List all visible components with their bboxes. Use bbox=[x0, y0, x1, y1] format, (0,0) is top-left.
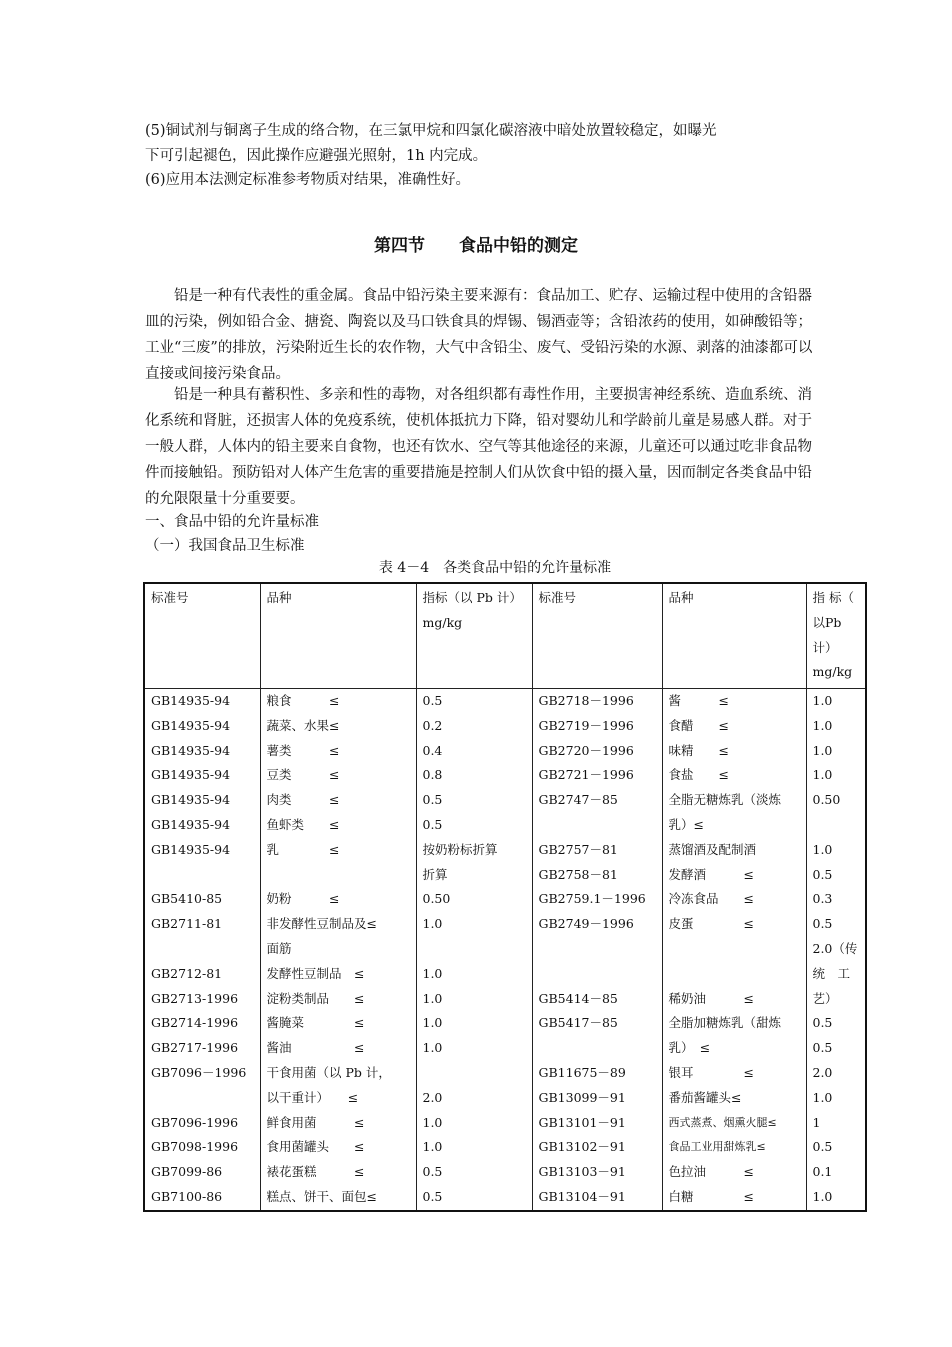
table-cell: GB13099－91 bbox=[532, 1086, 662, 1111]
intro-line: 下可引起褪色，因此操作应避强光照射，1h 内完成。 bbox=[145, 148, 488, 164]
table-cell: 1.0 bbox=[416, 1111, 532, 1136]
table-cell bbox=[532, 962, 662, 987]
table-cell: 1.0 bbox=[416, 987, 532, 1012]
table-cell: 全脂无糖炼乳（淡炼 bbox=[662, 788, 806, 813]
table-cell: GB13102－91 bbox=[532, 1135, 662, 1160]
table-row bbox=[144, 863, 866, 888]
table-cell: 鱼虾类 ≤ bbox=[260, 813, 416, 838]
table-cell: 食盐 ≤ bbox=[662, 763, 806, 788]
table-row bbox=[144, 1111, 866, 1136]
table-cell bbox=[260, 863, 416, 888]
table-cell bbox=[806, 813, 866, 838]
table-cell: GB14935-94 bbox=[144, 689, 260, 714]
table-cell: 全脂加糖炼乳（甜炼 bbox=[662, 1011, 806, 1036]
table-cell: 0.1 bbox=[806, 1160, 866, 1185]
table-cell: 西式蒸煮、烟熏火腿≤ bbox=[662, 1111, 806, 1136]
table-cell: GB2718－1996 bbox=[532, 689, 662, 714]
table-row bbox=[144, 813, 866, 838]
table-cell: 薯类 ≤ bbox=[260, 739, 416, 764]
table-cell bbox=[532, 937, 662, 962]
table-cell: GB14935-94 bbox=[144, 739, 260, 764]
subheading: （一）我国食品卫生标准 bbox=[145, 538, 305, 554]
table-cell: 0.8 bbox=[416, 763, 532, 788]
table-cell: 0.5 bbox=[416, 1185, 532, 1211]
table-cell: GB14935-94 bbox=[144, 714, 260, 739]
table-cell bbox=[416, 937, 532, 962]
table-header-cell: 标准号 bbox=[144, 583, 260, 689]
table-cell: 面筋 bbox=[260, 937, 416, 962]
table-cell: GB7098-1996 bbox=[144, 1135, 260, 1160]
table-cell: GB2711-81 bbox=[144, 912, 260, 937]
table-row bbox=[144, 987, 866, 1012]
table-row bbox=[144, 739, 866, 764]
table-cell: 蒸馏酒及配制酒 bbox=[662, 838, 806, 863]
table-row bbox=[144, 937, 866, 962]
table-cell: 1.0 bbox=[806, 689, 866, 714]
table-cell: GB14935-94 bbox=[144, 788, 260, 813]
table-cell: 1.0 bbox=[806, 1086, 866, 1111]
table-cell: GB2759.1－1996 bbox=[532, 887, 662, 912]
table-row bbox=[144, 788, 866, 813]
table-header-cell: 指 标（ 以Pb 计）mg/kg bbox=[806, 583, 866, 689]
table-cell: 乳 ≤ bbox=[260, 838, 416, 863]
table-cell: 肉类 ≤ bbox=[260, 788, 416, 813]
table-row bbox=[144, 912, 866, 937]
table-cell: 1 bbox=[806, 1111, 866, 1136]
table-row bbox=[144, 1036, 866, 1061]
intro-line: (6)应用本法测定标准参考物质对结果，准确性好。 bbox=[145, 172, 471, 188]
table-cell: 酱油 ≤ bbox=[260, 1036, 416, 1061]
table-cell: 发酵酒 ≤ bbox=[662, 863, 806, 888]
table-row bbox=[144, 714, 866, 739]
table-row bbox=[144, 962, 866, 987]
table-caption: 表 4－4 各类食品中铅的允许量标准 bbox=[378, 560, 612, 576]
table-cell: GB13101－91 bbox=[532, 1111, 662, 1136]
table-cell: 酱腌菜 ≤ bbox=[260, 1011, 416, 1036]
table-cell: 粮食 ≤ bbox=[260, 689, 416, 714]
table-cell bbox=[532, 813, 662, 838]
table-cell: 0.3 bbox=[806, 887, 866, 912]
table-header-cell: 品种 bbox=[260, 583, 416, 689]
table-cell: 0.5 bbox=[416, 1160, 532, 1185]
table-cell: 稀奶油 ≤ bbox=[662, 987, 806, 1012]
table-row bbox=[144, 1185, 866, 1211]
table-header-cell: 标准号 bbox=[532, 583, 662, 689]
table-cell: 按奶粉标折算 bbox=[416, 838, 532, 863]
table-row bbox=[144, 1086, 866, 1111]
table-header-row bbox=[144, 583, 866, 689]
table-cell: 非发酵性豆制品及≤ bbox=[260, 912, 416, 937]
body-paragraph: 铅是一种有代表性的重金属。食品中铅污染主要来源有：食品加工、贮存、运输过程中使用的含铅器皿的污染，例如铅合金、搪瓷、陶瓷以及马口铁食具的焊锡、锡酒壶等；含铅浓药的使用，如砷酸铅等；工业“三废”的排放，污染附近生长的农作物，大气中含铅尘、废气、受铅污染的水源、剥落的油漆都可以直接或间接污染食品。 bbox=[145, 288, 813, 382]
table-row bbox=[144, 1061, 866, 1086]
table-cell bbox=[662, 962, 806, 987]
table-cell: 淀粉类制品 ≤ bbox=[260, 987, 416, 1012]
table-cell: 冷冻食品 ≤ bbox=[662, 887, 806, 912]
table-row bbox=[144, 1160, 866, 1185]
table-cell: 豆类 ≤ bbox=[260, 763, 416, 788]
table-cell: 1.0 bbox=[806, 838, 866, 863]
table-cell: 1.0 bbox=[806, 739, 866, 764]
table-cell: 白糖 ≤ bbox=[662, 1185, 806, 1211]
intro-line: (5)铜试剂与铜离子生成的络合物，在三氯甲烷和四氯化碳溶液中暗处放置较稳定，如曝光 bbox=[145, 123, 717, 139]
table-cell: GB7099-86 bbox=[144, 1160, 260, 1185]
table-cell: 0.50 bbox=[416, 887, 532, 912]
table-row bbox=[144, 887, 866, 912]
table-cell: 2.0（传 bbox=[806, 937, 866, 962]
table-cell: 味精 ≤ bbox=[662, 739, 806, 764]
table-cell: GB2747－85 bbox=[532, 788, 662, 813]
table-cell: 酱 ≤ bbox=[662, 689, 806, 714]
table-row bbox=[144, 1135, 866, 1160]
table-cell: 糕点、饼干、面包≤ bbox=[260, 1185, 416, 1211]
table-cell: GB5414－85 bbox=[532, 987, 662, 1012]
table-cell: GB7100-86 bbox=[144, 1185, 260, 1211]
section-heading: 第四节 食品中铅的测定 bbox=[374, 236, 578, 256]
table-cell: GB2717-1996 bbox=[144, 1036, 260, 1061]
table-cell: 0.2 bbox=[416, 714, 532, 739]
table-cell: 0.5 bbox=[806, 1135, 866, 1160]
table-cell: GB14935-94 bbox=[144, 763, 260, 788]
table-cell: GB5417－85 bbox=[532, 1011, 662, 1036]
table-cell: 0.5 bbox=[416, 689, 532, 714]
table-cell: GB13104－91 bbox=[532, 1185, 662, 1211]
table-cell bbox=[144, 937, 260, 962]
table-cell: GB2749－1996 bbox=[532, 912, 662, 937]
subheading: 一、食品中铅的允许量标准 bbox=[145, 514, 319, 530]
table-cell: 干食用菌（以 Pb 计， bbox=[260, 1061, 416, 1086]
table-cell: 蔬菜、水果≤ bbox=[260, 714, 416, 739]
table-row bbox=[144, 1011, 866, 1036]
table-cell: GB11675－89 bbox=[532, 1061, 662, 1086]
table-row bbox=[144, 838, 866, 863]
table-cell: 裱花蛋糕 ≤ bbox=[260, 1160, 416, 1185]
table-cell: GB14935-94 bbox=[144, 838, 260, 863]
table-cell: 1.0 bbox=[806, 714, 866, 739]
body-paragraph: 铅是一种具有蓄积性、多亲和性的毒物，对各组织都有毒性作用，主要损害神经系统、造血系统、消化系统和肾脏，还损害人体的免疫系统，使机体抵抗力下降，铅对婴幼儿和学龄前儿童是易感人群。对于一般人群，人体内的铅主要来自食物，也还有饮水、空气等其他途径的来源，儿童还可以通过吃非食品物件而接触铅。预防铅对人体产生危害的重要措施是控制人们从饮食中铅的摄入量，因而制定各类食品中铅的允限限量十分重要要。 bbox=[145, 387, 812, 507]
table-cell: GB2719－1996 bbox=[532, 714, 662, 739]
table-cell: GB7096-1996 bbox=[144, 1111, 260, 1136]
table-cell: GB2712-81 bbox=[144, 962, 260, 987]
table-cell: 食用菌罐头 ≤ bbox=[260, 1135, 416, 1160]
table-cell bbox=[662, 937, 806, 962]
table-cell: 艺） bbox=[806, 987, 866, 1012]
table-cell: 0.5 bbox=[416, 813, 532, 838]
table-cell: 色拉油 ≤ bbox=[662, 1160, 806, 1185]
table-cell: GB2721－1996 bbox=[532, 763, 662, 788]
table-row bbox=[144, 689, 866, 714]
table-cell: GB2757－81 bbox=[532, 838, 662, 863]
table-cell bbox=[416, 1061, 532, 1086]
table-cell: GB2713-1996 bbox=[144, 987, 260, 1012]
table-cell: GB2720－1996 bbox=[532, 739, 662, 764]
table-cell: 0.5 bbox=[806, 863, 866, 888]
table-cell: 食醋 ≤ bbox=[662, 714, 806, 739]
table-cell bbox=[144, 863, 260, 888]
table-cell: 1.0 bbox=[416, 1036, 532, 1061]
table-cell: GB2714-1996 bbox=[144, 1011, 260, 1036]
table-header-cell: 品种 bbox=[662, 583, 806, 689]
table-row bbox=[144, 763, 866, 788]
table-cell: 0.4 bbox=[416, 739, 532, 764]
table-cell: 2.0 bbox=[416, 1086, 532, 1111]
table-cell: 1.0 bbox=[806, 763, 866, 788]
table-cell: 0.5 bbox=[416, 788, 532, 813]
table-cell: 1.0 bbox=[416, 962, 532, 987]
table-cell: 0.50 bbox=[806, 788, 866, 813]
table-cell: 2.0 bbox=[806, 1061, 866, 1086]
table-cell bbox=[144, 1086, 260, 1111]
table-cell: 1.0 bbox=[416, 1011, 532, 1036]
table-cell: 奶粉 ≤ bbox=[260, 887, 416, 912]
lead-standard-table bbox=[143, 582, 867, 1212]
table-cell: GB5410-85 bbox=[144, 887, 260, 912]
table-cell: 1.0 bbox=[416, 1135, 532, 1160]
table-cell: 乳） ≤ bbox=[662, 1036, 806, 1061]
table-cell: GB14935-94 bbox=[144, 813, 260, 838]
table-cell: 统 工 bbox=[806, 962, 866, 987]
table-cell: 食品工业用甜炼乳≤ bbox=[662, 1135, 806, 1160]
table-cell: 折算 bbox=[416, 863, 532, 888]
table-cell: 发酵性豆制品 ≤ bbox=[260, 962, 416, 987]
table-cell: GB2758－81 bbox=[532, 863, 662, 888]
table-cell: 银耳 ≤ bbox=[662, 1061, 806, 1086]
table-cell: 以干重计） ≤ bbox=[260, 1086, 416, 1111]
table-cell: 乳）≤ bbox=[662, 813, 806, 838]
table-cell: 1.0 bbox=[416, 912, 532, 937]
table-cell: 皮蛋 ≤ bbox=[662, 912, 806, 937]
table-cell: 1.0 bbox=[806, 1185, 866, 1211]
table-cell: 0.5 bbox=[806, 912, 866, 937]
table-cell: 0.5 bbox=[806, 1036, 866, 1061]
table-cell: 番茄酱罐头≤ bbox=[662, 1086, 806, 1111]
table-cell: GB13103－91 bbox=[532, 1160, 662, 1185]
table-cell: 0.5 bbox=[806, 1011, 866, 1036]
table-cell: 鲜食用菌 ≤ bbox=[260, 1111, 416, 1136]
table-cell bbox=[532, 1036, 662, 1061]
table-cell: GB7096－1996 bbox=[144, 1061, 260, 1086]
table-header-cell: 指标（以 Pb 计）mg/kg bbox=[416, 583, 532, 689]
